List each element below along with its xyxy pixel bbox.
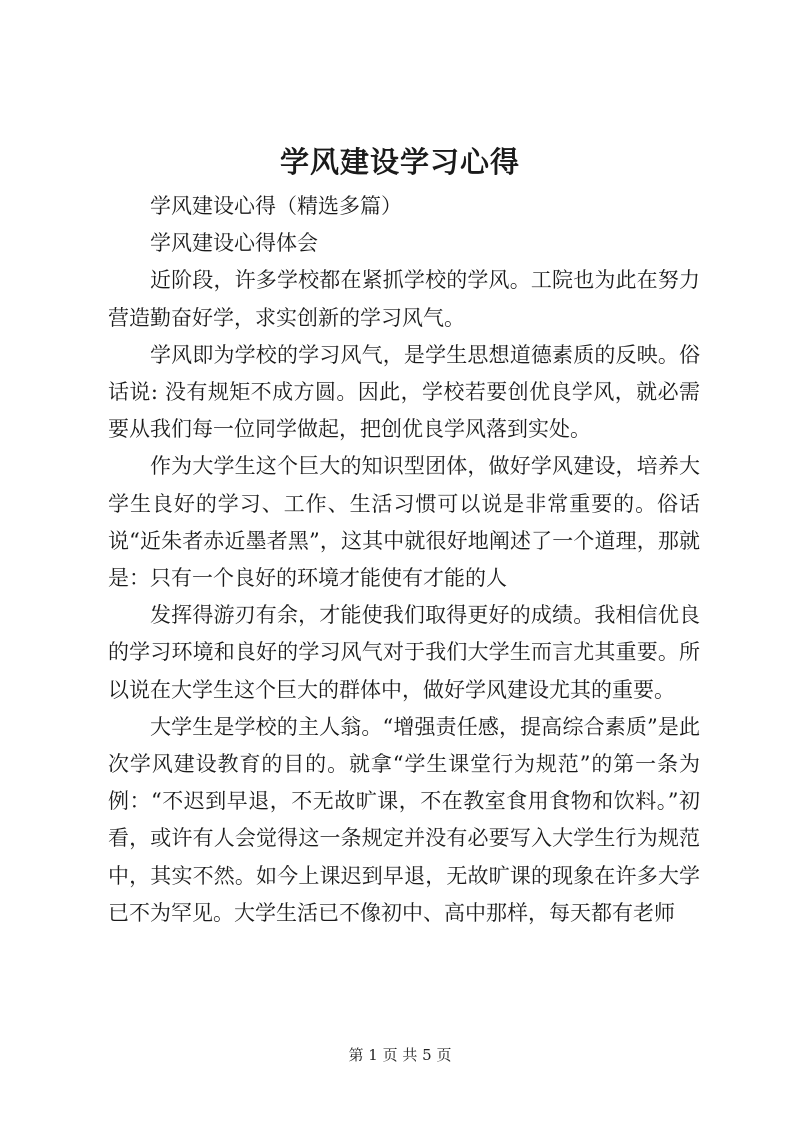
paragraph: 学风即为学校的学习风气，是学生思想道德素质的反映。俗话说: 没有规矩不成方圆。因此，学校若要创优良学风，就必需要从我们每一位同学做起，把创优良学风落到实处。 [108, 342, 700, 442]
document-title: 学风建设学习心得 [279, 145, 520, 179]
paragraph: 大学生是学校的主人翁。“增强责任感，提高综合素质”是此次学风建设教育的目的。就拿“学生课堂行为规范”的第一条为例：“不迟到早退，不无故旷课，不在教室食用食物和饮料。”初看，或许有人会觉得这一条规定并没有必要写入大学生行为规范中，其实不然。如今上课迟到早退，无故旷课的现象在许多大学已不为罕见。大学生活已不像初中、高中那样，每天都有老师 [108, 714, 700, 925]
document-body [108, 188, 700, 932]
paragraph-subtitle: 学风建设心得（精选多篇） [150, 194, 402, 218]
paragraph: 作为大学生这个巨大的知识型团体，做好学风建设，培养大学生良好的学习、工作、生活习惯可以说是非常重要的。俗话说“近朱者赤近墨者黑”，这其中就很好地阐述了一个道理，那就是：只有一个良好的环境才能使有才能的人 [108, 454, 700, 591]
paragraph-heading: 学风建设心得体会 [150, 231, 318, 256]
page-footer: 第 1 页 共 5 页 [348, 1046, 452, 1064]
paragraph: 近阶段，许多学校都在紧抓学校的学风。工院也为此在努力营造勤奋好学，求实创新的学习风气。 [108, 268, 700, 330]
paragraph: 发挥得游刃有余，才能使我们取得更好的成绩。我相信优良的学习环境和良好的学习风气对于我们大学生而言尤其重要。所以说在大学生这个巨大的群体中，做好学风建设尤其的重要。 [108, 603, 700, 702]
